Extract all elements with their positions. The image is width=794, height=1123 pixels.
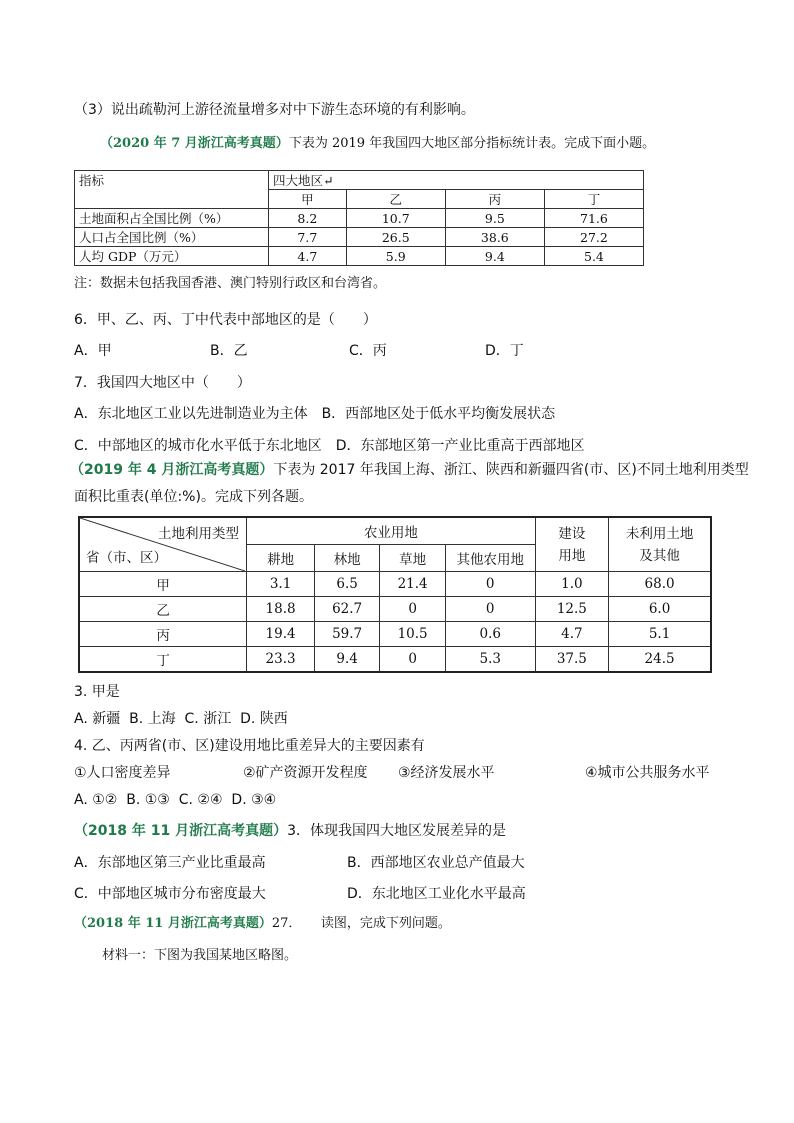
q6-option-d: D．丁 (485, 343, 524, 359)
table-cell: 37.5 (535, 647, 609, 672)
table-cell: 9.5 (445, 209, 544, 228)
table-cell: 10.7 (346, 209, 445, 228)
q7-stem: 7．我国四大地区中（ ） (74, 375, 251, 391)
b2-q4-options: A. ①② B. ①③ C. ②④ D. ③④ (74, 792, 277, 808)
table-cell: 0 (380, 597, 446, 622)
block2-source: （2019 年 4 月浙江高考真题） (70, 462, 274, 478)
row-name: 乙 (79, 597, 247, 622)
table-cell: 24.5 (609, 647, 711, 672)
table1-note: 注：数据未包括我国香港、澳门特别行政区和台湾省。 (74, 276, 387, 291)
agri-col-header: 草地 (380, 545, 446, 572)
land-use-table (78, 516, 712, 673)
table1-col-header: 丙 (445, 190, 544, 209)
table-cell: 0 (380, 647, 446, 672)
table1-col-header: 丁 (544, 190, 643, 209)
table-cell: 38.6 (445, 228, 544, 247)
b2-q4-factor-1: ①人口密度差异 (74, 765, 171, 781)
block1-source: （2020 年 7 月浙江高考真题） (100, 136, 289, 151)
b3-option-b: B．西部地区农业总产值最大 (347, 855, 525, 871)
b2-q4-factor-3: ③经济发展水平 (398, 765, 495, 781)
table-cell: 0.6 (445, 622, 535, 647)
table-cell: 8.2 (269, 209, 347, 228)
unused-header-line2: 及其他 (639, 547, 680, 564)
b2-q3-stem: 3. 甲是 (74, 684, 120, 700)
unused-header-line1: 未利用土地 (625, 525, 694, 542)
row-label: 人均 GDP（万元） (75, 247, 269, 266)
block3-stem: 3．体现我国四大地区发展差异的是 (287, 823, 506, 839)
table-cell: 26.5 (346, 228, 445, 247)
table-cell: 0 (445, 572, 535, 597)
q6-option-c: C．丙 (349, 343, 387, 359)
agri-header: 农业用地 (247, 517, 535, 545)
row-name: 丁 (79, 647, 247, 672)
table-cell: 4.7 (269, 247, 347, 266)
diag-top-label: 土地利用类型 (158, 526, 239, 542)
table-row (79, 572, 711, 597)
block4-header (74, 914, 451, 934)
b2-q3-options: A. 新疆 B. 上海 C. 浙江 D. 陕西 (74, 711, 288, 727)
diag-bottom-label: 省（市、区） (86, 550, 167, 566)
table-cell: 19.4 (247, 622, 315, 647)
table-cell: 10.5 (380, 622, 446, 647)
build-header-line1: 建设 (558, 525, 586, 542)
table1-col-header: 甲 (269, 190, 347, 209)
row-name: 甲 (79, 572, 247, 597)
table2-diagonal-header (79, 517, 247, 572)
table-cell: 3.1 (247, 572, 315, 597)
q6-stem: 6．甲、乙、丙、丁中代表中部地区的是（ ） (74, 312, 377, 328)
table1-group-header: 四大地区↵ (269, 171, 644, 190)
block4-stem: 27． 读图，完成下列问题。 (271, 916, 451, 931)
row-name: 丙 (79, 622, 247, 647)
table1-corner: 指标 (75, 171, 269, 209)
row-label: 土地面积占全国比例（%） (75, 209, 269, 228)
b3-option-c: C．中部地区城市分布密度最大 (74, 886, 266, 902)
table-cell: 23.3 (247, 647, 315, 672)
block3-source: （2018 年 11 月浙江高考真题） (74, 823, 288, 839)
table-cell: 7.7 (269, 228, 347, 247)
table-cell: 4.7 (535, 622, 609, 647)
table-cell: 5.9 (346, 247, 445, 266)
table-cell: 12.5 (535, 597, 609, 622)
table-cell: 9.4 (445, 247, 544, 266)
table-row (75, 209, 644, 228)
unused-header (609, 517, 711, 572)
table-cell: 68.0 (609, 572, 711, 597)
table-cell: 5.4 (544, 247, 643, 266)
q6-option-a: A．甲 (74, 343, 112, 359)
block1-header (100, 134, 655, 154)
block2-header (70, 460, 749, 480)
table-cell: 0 (445, 597, 535, 622)
table-cell: 59.7 (314, 622, 380, 647)
table-cell: 21.4 (380, 572, 446, 597)
question-3-part: （3）说出疏勒河上游径流量增多对中下游生态环境的有利影响。 (74, 102, 475, 118)
b3-option-a: A．东部地区第三产业比重最高 (74, 855, 266, 871)
block2-intro: 下表为 2017 年我国上海、浙江、陕西和新疆四省(市、区)不同土地利用类型 (273, 462, 749, 478)
table-cell: 5.1 (609, 622, 711, 647)
block4-source: （2018 年 11 月浙江高考真题） (74, 916, 272, 931)
table-cell: 9.4 (314, 647, 380, 672)
build-header-line2: 用地 (558, 547, 586, 564)
b2-q4-factor-2: ②矿产资源开发程度 (243, 765, 368, 781)
b3-option-d: D．东北地区工业化水平最高 (347, 886, 526, 902)
table-row (75, 247, 644, 266)
agri-col-header: 耕地 (247, 545, 315, 572)
q7-options-ab: A．东北地区工业以先进制造业为主体 B．西部地区处于低水平均衡发展状态 (74, 406, 556, 422)
table-cell: 1.0 (535, 572, 609, 597)
table-row (79, 647, 711, 672)
table-cell: 27.2 (544, 228, 643, 247)
block4-material: 材料一：下图为我国某地区略图。 (102, 948, 298, 963)
agri-col-header: 林地 (314, 545, 380, 572)
q7-options-cd: C．中部地区的城市化水平低于东北地区 D．东部地区第一产业比重高于西部地区 (74, 438, 585, 454)
table-cell: 5.3 (445, 647, 535, 672)
table-row (79, 622, 711, 647)
block1-intro: 下表为 2019 年我国四大地区部分指标统计表。完成下面小题。 (288, 136, 656, 151)
block2-intro-cont: 面积比重表(单位:%)。完成下列各题。 (74, 489, 313, 505)
b2-q4-stem: 4. 乙、丙两省(市、区)建设用地比重差异大的主要因素有 (74, 738, 425, 754)
table-cell: 6.5 (314, 572, 380, 597)
build-header (535, 517, 609, 572)
table-cell: 18.8 (247, 597, 315, 622)
table-cell: 62.7 (314, 597, 380, 622)
table1-col-header: 乙 (346, 190, 445, 209)
b2-q4-factor-4: ④城市公共服务水平 (585, 765, 710, 781)
table-cell: 6.0 (609, 597, 711, 622)
region-indicator-table (74, 170, 644, 266)
block3-header (74, 821, 506, 841)
table-row (75, 228, 644, 247)
q6-option-b: B．乙 (210, 343, 248, 359)
row-label: 人口占全国比例（%） (75, 228, 269, 247)
agri-col-header: 其他农用地 (445, 545, 535, 572)
table-row (79, 597, 711, 622)
table-cell: 71.6 (544, 209, 643, 228)
